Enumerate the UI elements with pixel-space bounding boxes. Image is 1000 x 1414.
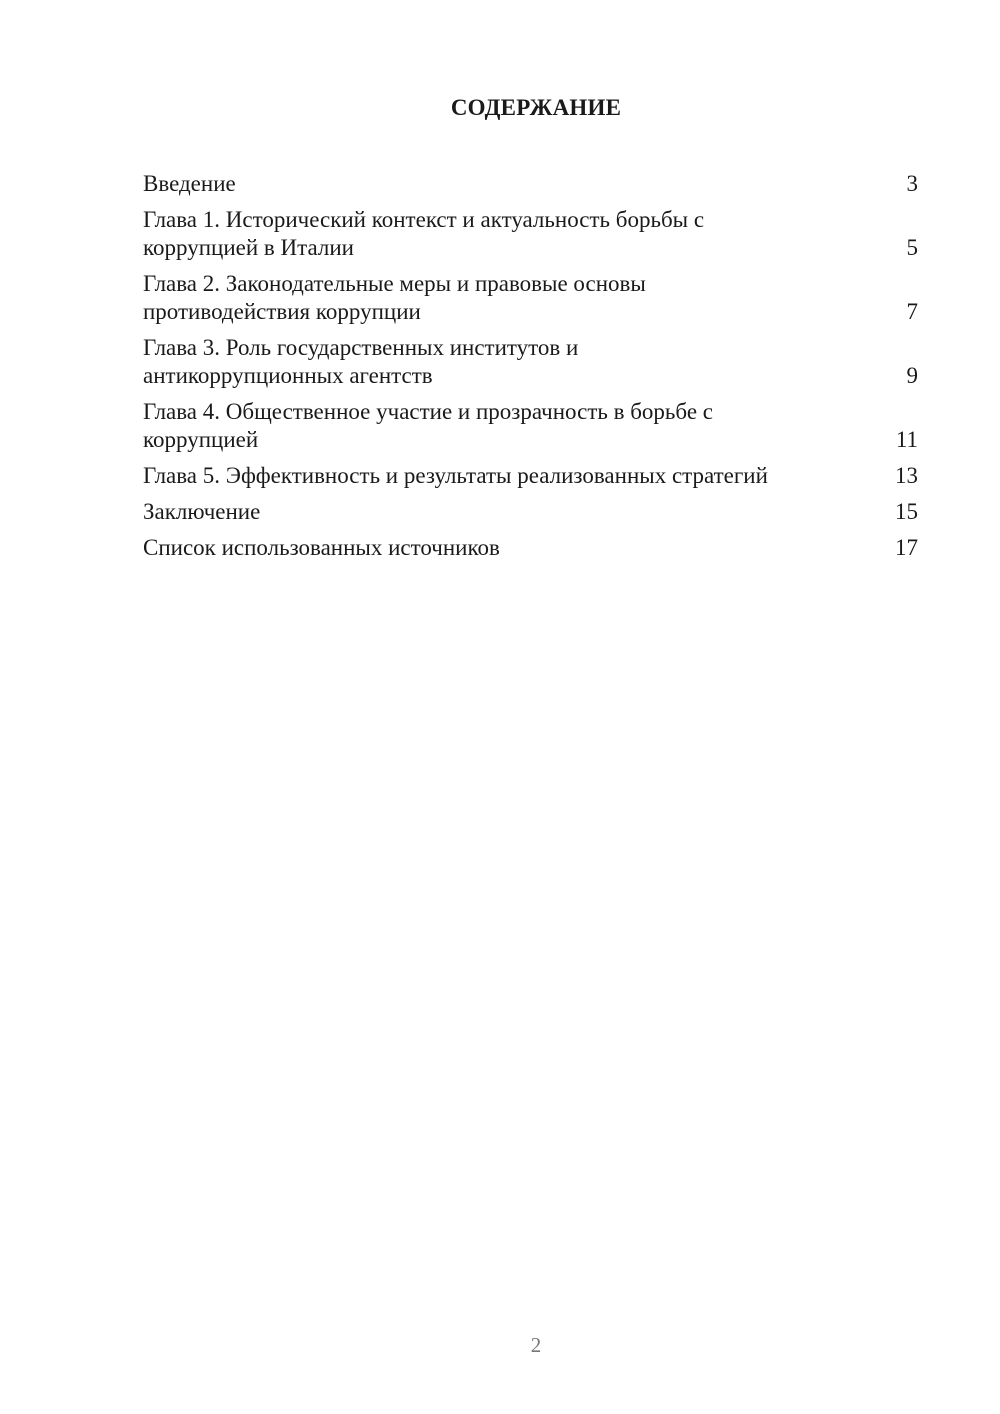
toc-entry-text: Глава 2. Законодательные меры и правовые основы противодействия коррупции bbox=[143, 271, 646, 324]
toc-entry-text: Заключение bbox=[143, 499, 261, 524]
toc-entry-page: 7 bbox=[906, 299, 918, 324]
page-number: 2 bbox=[530, 1333, 542, 1357]
toc-entry-text: Глава 1. Исторический контекст и актуальность борьбы с коррупцией в Италии bbox=[143, 207, 705, 260]
toc-entry-text: Глава 3. Роль государственных институтов и антикоррупционных агентств bbox=[143, 335, 579, 388]
toc-entry-page: 11 bbox=[895, 427, 918, 452]
toc-title: СОДЕРЖАНИЕ bbox=[450, 95, 622, 120]
toc-entry-text: Список использованных источников bbox=[143, 535, 500, 560]
toc-entry-text: Глава 5. Эффективность и результаты реализованных стратегий bbox=[143, 463, 768, 488]
toc-entry-text: Глава 4. Общественное участие и прозрачность в борьбе с коррупцией bbox=[143, 399, 713, 452]
toc-entry-conclusion[interactable] bbox=[143, 498, 918, 526]
toc-entry-text: Введение bbox=[143, 171, 236, 196]
toc-entry-page: 3 bbox=[906, 171, 918, 196]
toc-entry-page: 9 bbox=[906, 363, 918, 388]
toc-entry-page: 5 bbox=[906, 235, 918, 260]
toc-entry-chapter-4[interactable] bbox=[143, 398, 918, 454]
toc-entry-page: 15 bbox=[895, 499, 918, 524]
table-of-contents bbox=[143, 170, 918, 570]
toc-entry-page: 13 bbox=[895, 463, 918, 488]
toc-entry-references[interactable] bbox=[143, 534, 918, 562]
toc-entry-chapter-1[interactable] bbox=[143, 206, 918, 262]
toc-entry-chapter-2[interactable] bbox=[143, 270, 918, 326]
toc-entry-introduction[interactable] bbox=[143, 170, 918, 198]
toc-entry-chapter-3[interactable] bbox=[143, 334, 918, 390]
toc-entry-chapter-5[interactable] bbox=[143, 462, 918, 490]
toc-entry-page: 17 bbox=[895, 535, 918, 560]
